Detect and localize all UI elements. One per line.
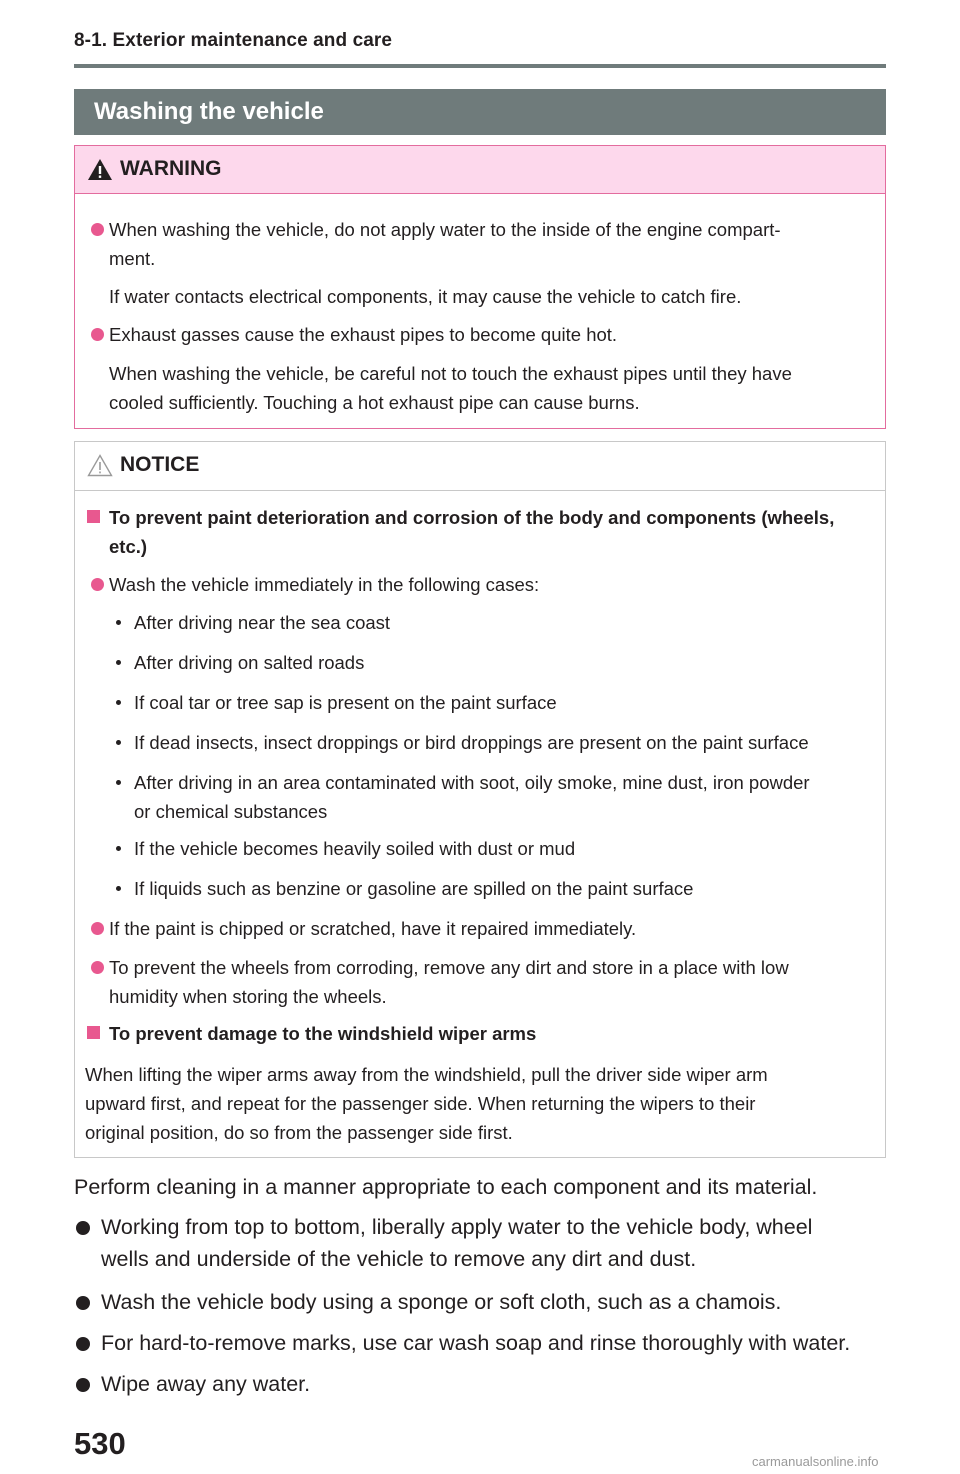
running-header: 8-1. Exterior maintenance and care xyxy=(74,30,393,51)
notice-heading-1-line-1: To prevent paint deterioration and corrosion of the body and components (wheels, xyxy=(109,507,835,528)
notice-case: If dead insects, insect droppings or bird droppings are present on the paint surface xyxy=(134,732,809,753)
body-step-3: For hard-to-remove marks, use car wash soap and rinse thoroughly with water. xyxy=(101,1331,851,1355)
warning-header xyxy=(75,146,885,194)
body-step-1-line-1: Working from top to bottom, liberally apply water to the vehicle body, wheel xyxy=(101,1215,813,1239)
notice-wiper-line-3: original position, do so from the passenger side first. xyxy=(85,1122,513,1143)
notice-wash-intro: Wash the vehicle immediately in the following cases: xyxy=(109,574,540,595)
bullet-dot xyxy=(76,1337,90,1351)
notice-header xyxy=(75,442,885,491)
warning-item-2-line-3: cooled sufficiently. Touching a hot exhaust pipe can cause burns. xyxy=(109,392,640,413)
bullet-dot xyxy=(76,1296,90,1310)
sub-bullet xyxy=(116,780,121,785)
sub-bullet xyxy=(116,660,121,665)
bullet-square xyxy=(87,1026,100,1039)
notice-wheels-line-2: humidity when storing the wheels. xyxy=(109,986,387,1007)
notice-case: After driving in an area contaminated with soot, oily smoke, mine dust, iron powder xyxy=(134,772,810,793)
notice-wiper-line-1: When lifting the wiper arms away from the windshield, pull the driver side wiper arm xyxy=(85,1064,768,1085)
sub-bullet xyxy=(116,846,121,851)
body-intro: Perform cleaning in a manner appropriate to each component and its material. xyxy=(74,1175,818,1199)
notice-case: If liquids such as benzine or gasoline are spilled on the paint surface xyxy=(134,878,694,899)
header-divider xyxy=(74,64,886,68)
page-number: 530 xyxy=(74,1426,126,1461)
notice-case: After driving near the sea coast xyxy=(134,612,391,633)
caution-triangle-icon xyxy=(87,454,113,482)
sub-bullet xyxy=(116,740,121,745)
warning-item-2-line-2: When washing the vehicle, be careful not to touch the exhaust pipes until they have xyxy=(109,363,792,384)
warning-item-1-line-2: ment. xyxy=(109,248,156,269)
warning-item-2-line-1: Exhaust gasses cause the exhaust pipes to become quite hot. xyxy=(109,324,618,345)
body-step-1-line-2: wells and underside of the vehicle to remove any dirt and dust. xyxy=(101,1247,697,1271)
bullet-dot xyxy=(91,922,104,935)
notice-case-continued: or chemical substances xyxy=(134,801,328,822)
notice-case: If coal tar or tree sap is present on the paint surface xyxy=(134,692,557,713)
bullet-dot xyxy=(76,1378,90,1392)
notice-heading-1-line-2: etc.) xyxy=(109,536,148,557)
bullet-dot xyxy=(91,328,104,341)
watermark: carmanualsonline.info xyxy=(752,1454,879,1469)
notice-title: NOTICE xyxy=(120,453,200,476)
bullet-dot xyxy=(76,1221,90,1235)
body-step-4: Wipe away any water. xyxy=(101,1372,311,1396)
body-step-2: Wash the vehicle body using a sponge or soft cloth, such as a chamois. xyxy=(101,1290,782,1314)
notice-chipped: If the paint is chipped or scratched, have it repaired immediately. xyxy=(109,918,637,939)
sub-bullet xyxy=(116,620,121,625)
section-title: Washing the vehicle xyxy=(94,98,324,125)
sub-bullet xyxy=(116,700,121,705)
notice-wiper-line-2: upward first, and repeat for the passenger side. When returning the wipers to their xyxy=(85,1093,756,1114)
notice-wheels-line-1: To prevent the wheels from corroding, remove any dirt and store in a place with low xyxy=(109,957,789,978)
bullet-square xyxy=(87,510,100,523)
notice-case: If the vehicle becomes heavily soiled with dust or mud xyxy=(134,838,576,859)
sub-bullet xyxy=(116,886,121,891)
bullet-dot xyxy=(91,961,104,974)
section-title-bar xyxy=(74,89,886,135)
warning-box xyxy=(74,145,886,429)
warning-title: WARNING xyxy=(120,157,222,180)
notice-case: After driving on salted roads xyxy=(134,652,365,673)
bullet-dot xyxy=(91,578,104,591)
notice-heading-2: To prevent damage to the windshield wiper arms xyxy=(109,1023,537,1044)
warning-triangle-icon xyxy=(87,158,113,186)
warning-item-1-line-1: When washing the vehicle, do not apply water to the inside of the engine compart- xyxy=(109,219,781,240)
notice-box xyxy=(74,441,886,1158)
warning-item-1-line-3: If water contacts electrical components, it may cause the vehicle to catch fire. xyxy=(109,286,742,307)
bullet-dot xyxy=(91,223,104,236)
